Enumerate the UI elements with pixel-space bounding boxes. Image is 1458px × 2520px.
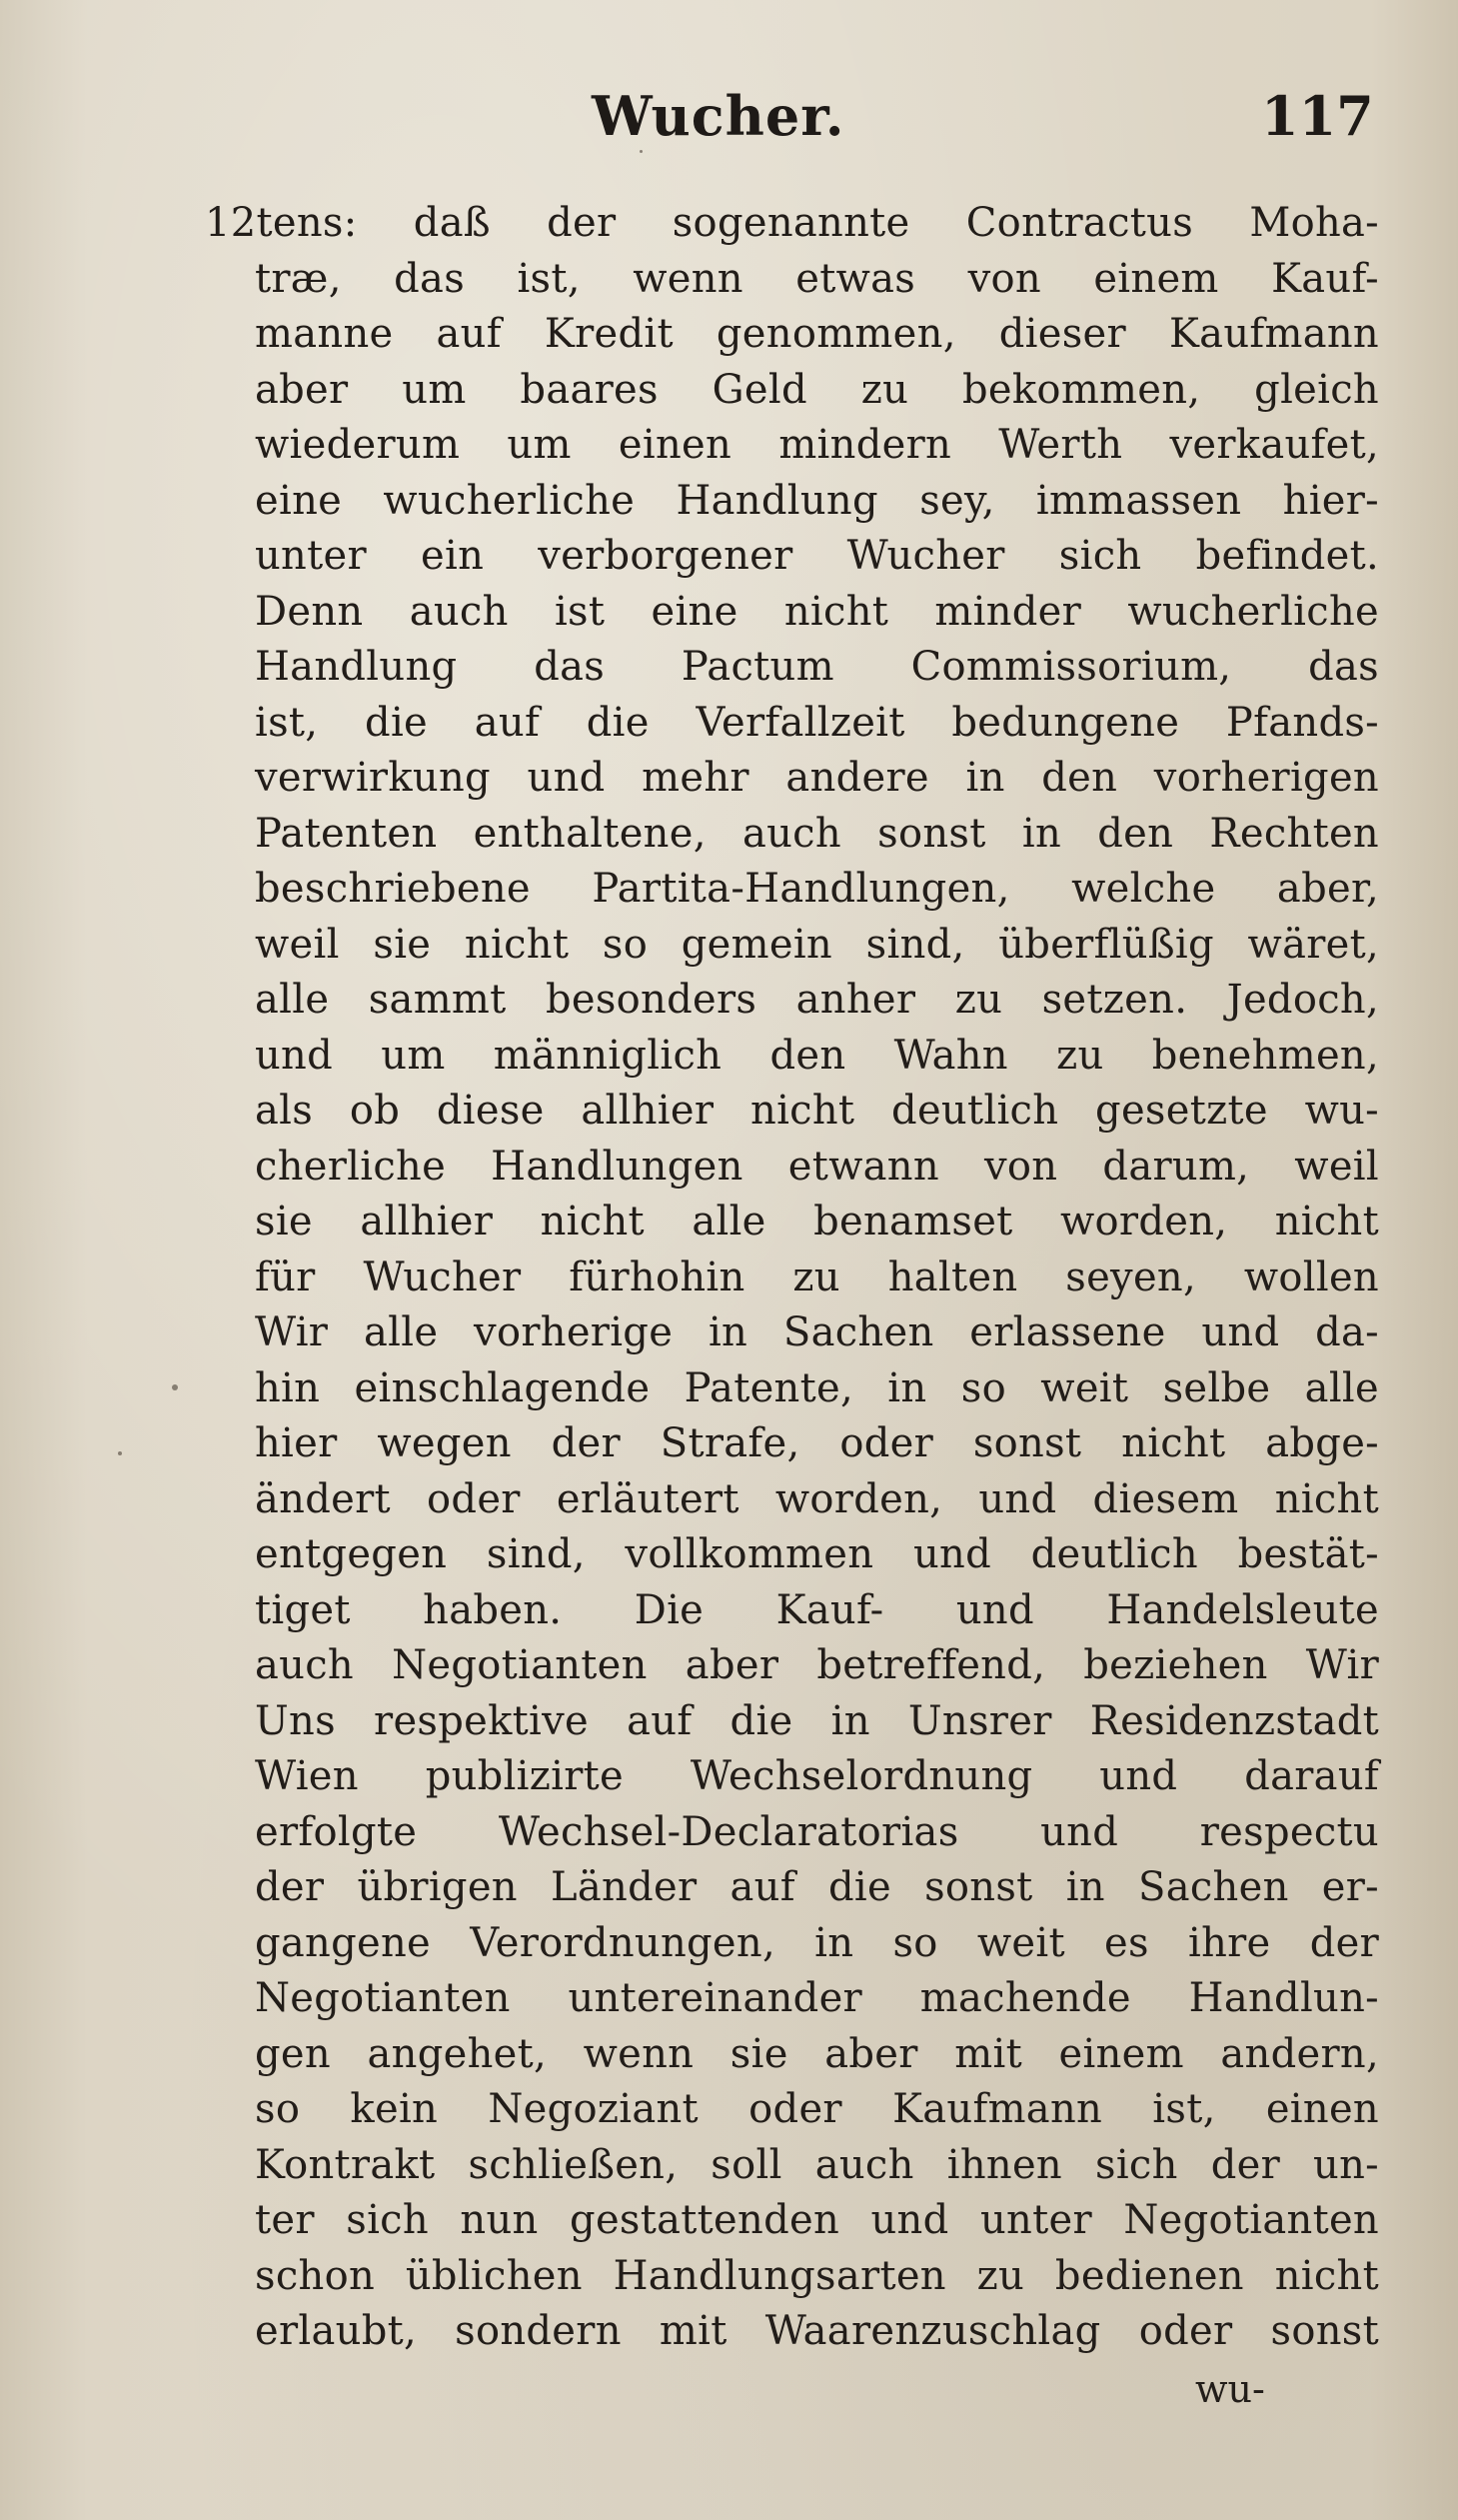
text-line: als ob diese allhier nicht deutlich gesetzte wu-	[255, 1088, 1379, 1134]
text-line: Patenten enthaltene, auch sonst in den Rechten	[255, 810, 1379, 857]
text-line: 12tens: daß der sogenannte Contractus Moha-	[205, 200, 1379, 246]
text-line: so kein Negoziant oder Kaufmann ist, einen	[255, 2086, 1379, 2132]
text-line: verwirkung und mehr andere in den vorherigen	[255, 755, 1379, 801]
text-line: Denn auch ist eine nicht minder wucherliche	[255, 588, 1379, 635]
text-line: ändert oder erläutert worden, und diesem nicht	[255, 1475, 1379, 1522]
text-line: aber um baares Geld zu bekommen, gleich	[255, 366, 1379, 413]
text-line: und um männiglich den Wahn zu benehmen,	[255, 1032, 1379, 1079]
text-line: hier wegen der Strafe, oder sonst nicht abge-	[255, 1420, 1379, 1466]
page-number: 117	[1261, 84, 1374, 148]
text-line: ter sich nun gestattenden und unter Negotianten	[255, 2197, 1379, 2243]
text-line: der übrigen Länder auf die sonst in Sachen er-	[255, 1864, 1379, 1910]
running-head: Wucher.	[592, 84, 845, 148]
text-line: Negotianten untereinander machende Handlun-	[255, 1975, 1379, 2021]
paper-speck	[118, 1451, 122, 1455]
text-line: manne auf Kredit genommen, dieser Kaufmann	[255, 311, 1379, 357]
text-line: alle sammt besonders anher zu setzen. Jedoch,	[255, 977, 1379, 1023]
text-line: entgegen sind, vollkommen und deutlich bestät-	[255, 1531, 1379, 1577]
text-line: hin einschlagende Patente, in so weit selbe alle	[255, 1364, 1379, 1411]
text-line: weil sie nicht so gemein sind, überflüßig wäret,	[255, 921, 1379, 968]
text-line: wiederum um einen mindern Werth verkaufet,	[255, 422, 1379, 468]
body-text	[205, 196, 1379, 2360]
text-line: ist, die auf die Verfallzeit bedungene Pfands-	[255, 699, 1379, 746]
text-line: sie allhier nicht alle benamset worden, nicht	[255, 1199, 1379, 1245]
text-line: für Wucher fürhohin zu halten seyen, wollen	[255, 1254, 1379, 1300]
text-line: tiget haben. Die Kauf- und Handelsleute	[255, 1586, 1379, 1633]
text-line: erfolgte Wechsel-Declaratorias und respectu	[255, 1808, 1379, 1855]
text-line: Kontrakt schließen, soll auch ihnen sich der un-	[255, 2141, 1379, 2188]
text-line: eine wucherliche Handlung sey, immassen hier-	[255, 477, 1379, 524]
paper-speck	[172, 1384, 178, 1390]
text-line: Wien publizirte Wechselordnung und darauf	[255, 1753, 1379, 1799]
text-line: Wir alle vorherige in Sachen erlassene und da-	[255, 1309, 1379, 1355]
text-line: Uns respektive auf die in Unsrer Residenzstadt	[255, 1697, 1379, 1744]
page-header	[0, 70, 1458, 160]
text-line: træ, das ist, wenn etwas von einem Kauf-	[255, 255, 1379, 302]
text-line: gen angehet, wenn sie aber mit einem andern,	[255, 2030, 1379, 2077]
catchword: wu-	[1195, 2367, 1265, 2411]
text-line: gangene Verordnungen, in so weit es ihre der	[255, 1919, 1379, 1966]
text-line: erlaubt, sondern mit Waarenzuschlag oder sonst	[255, 2308, 1379, 2354]
text-line: unter ein verborgener Wucher sich befindet.	[255, 533, 1379, 579]
text-line: Handlung das Pactum Commissorium, das	[255, 644, 1379, 690]
text-line: beschriebene Partita-Handlungen, welche aber,	[255, 866, 1379, 912]
text-line: auch Negotianten aber betreffend, beziehen Wir	[255, 1642, 1379, 1688]
text-line: cherliche Handlungen etwann von darum, weil	[255, 1143, 1379, 1190]
text-line: schon üblichen Handlungsarten zu bedienen nicht	[255, 2252, 1379, 2299]
